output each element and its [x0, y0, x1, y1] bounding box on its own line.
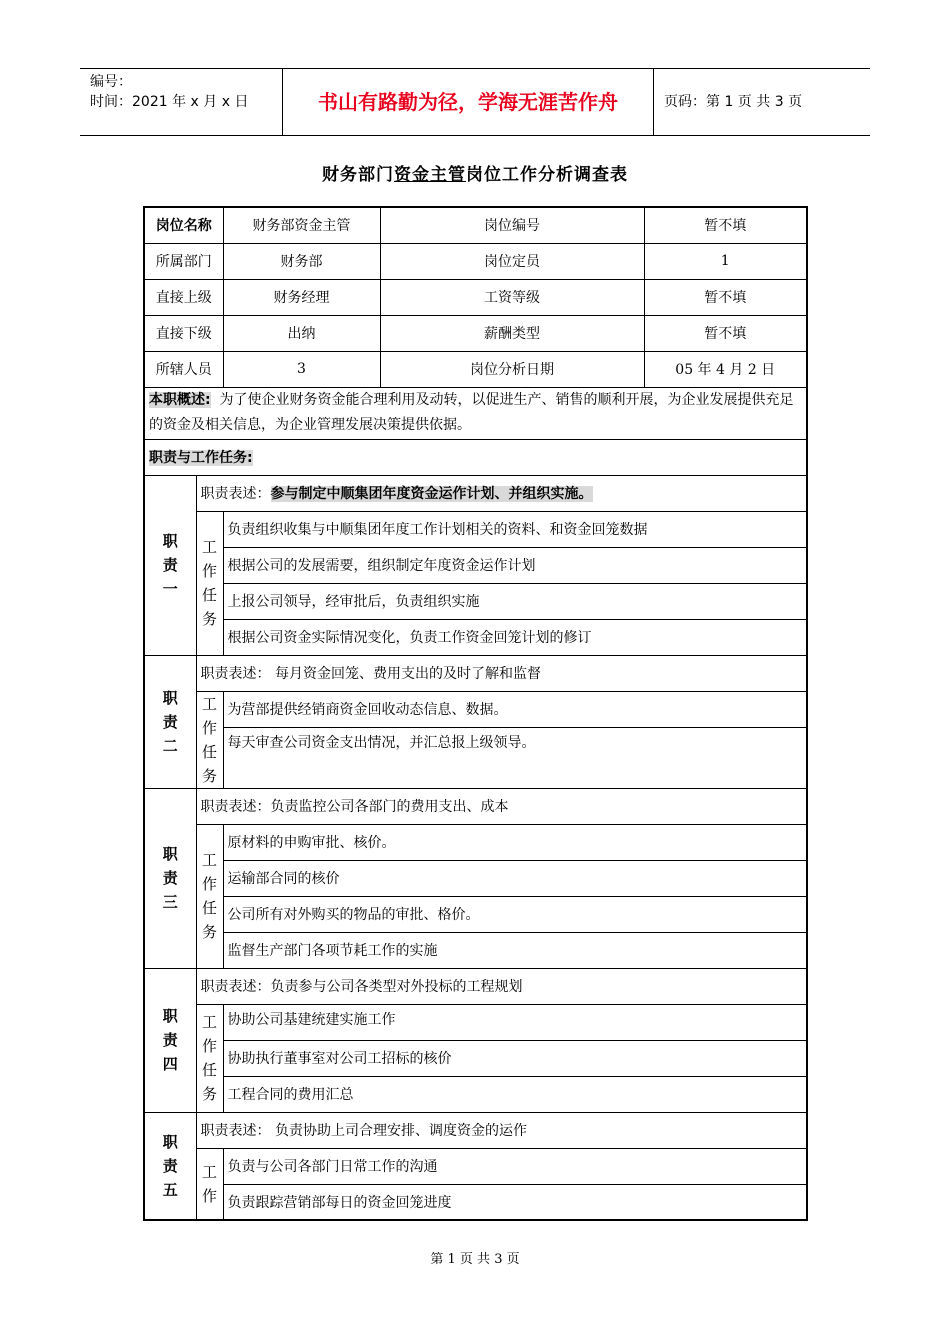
page-footer: 第 1 页 共 3 页 [430, 1252, 520, 1267]
duty-statement [196, 475, 807, 511]
statement-text: 参与制定中顺集团年度资金运作计划、并组织实施。 [270, 486, 593, 502]
work-task-label [196, 1004, 223, 1112]
info-row [144, 207, 807, 243]
info-label-2: 工资等级 [380, 279, 644, 315]
job-analysis-table [143, 206, 808, 1221]
work-task-label [196, 691, 223, 788]
task-text: 监督生产部门各项节耗工作的实施 [223, 932, 807, 968]
info-label: 所属部门 [144, 243, 223, 279]
duty-name [144, 968, 196, 1112]
task-row [144, 511, 807, 547]
task-text: 根据公司的发展需要，组织制定年度资金运作计划 [223, 547, 807, 583]
overview-cell [144, 387, 807, 439]
statement-text: 负责参与公司各类型对外投标的工程规划 [270, 979, 523, 995]
info-label-2: 岗位分析日期 [380, 351, 644, 387]
work-task-label-text: 工作任务 [202, 694, 218, 785]
info-row [144, 351, 807, 387]
duty-statement-row [144, 968, 807, 1004]
title-part-dept: 财务部门 [322, 165, 394, 185]
duty-statement [196, 788, 807, 824]
duties-heading: 职责与工作任务: [149, 450, 253, 466]
overview-text: 为了使企业财务资金能合理利用及动转，以促进生产、销售的顺利开展，为企业发展提供充足的资金及相关信息，为企业管理发展决策提供依据。 [149, 392, 794, 433]
task-text: 负责组织收集与中顺集团年度工作计划相关的资料、和资金回笼数据 [223, 511, 807, 547]
info-value-2: 暂不填 [644, 279, 807, 315]
work-task-label-text: 工作 [202, 1162, 218, 1205]
task-row [144, 1004, 807, 1040]
task-row [144, 860, 807, 896]
duty-name [144, 655, 196, 788]
task-text: 负责与公司各部门日常工作的沟通 [223, 1148, 807, 1184]
work-task-label [196, 824, 223, 968]
work-task-label [196, 1148, 223, 1220]
info-value-2: 1 [644, 243, 807, 279]
duty-statement-row [144, 1112, 807, 1148]
work-task-label [196, 511, 223, 655]
task-row [144, 583, 807, 619]
duty-statement-row [144, 475, 807, 511]
task-row [144, 727, 807, 788]
duties-heading-row [144, 439, 807, 475]
task-text: 负责跟踪营销部每日的资金回笼进度 [223, 1184, 807, 1220]
title-part-position: 资金主管 [394, 165, 466, 185]
info-label: 直接上级 [144, 279, 223, 315]
overview-row [144, 387, 807, 439]
info-label-2: 薪酬类型 [380, 315, 644, 351]
task-row [144, 1148, 807, 1184]
info-value-2: 暂不填 [644, 315, 807, 351]
statement-text: 负责协助上司合理安排、调度资金的运作 [270, 1123, 527, 1139]
duty-name [144, 788, 196, 968]
duties-heading-cell [144, 439, 807, 475]
task-row [144, 824, 807, 860]
statement-label: 职责表述： [200, 666, 271, 682]
task-text: 根据公司资金实际情况变化，负责工作资金回笼计划的修订 [223, 619, 807, 655]
statement-label: 职责表述： [200, 799, 271, 815]
info-value: 财务部资金主管 [223, 207, 380, 243]
statement-label: 职责表述： [200, 486, 271, 502]
info-value-2: 05 年 4 月 2 日 [644, 351, 807, 387]
task-text: 协助执行董事室对公司工招标的核价 [223, 1040, 807, 1076]
task-text: 公司所有对外购买的物品的审批、格价。 [223, 896, 807, 932]
duty-name-text: 职责二 [162, 688, 178, 755]
info-label: 所辖人员 [144, 351, 223, 387]
info-label-2: 岗位定员 [380, 243, 644, 279]
duty-name-text: 职责一 [162, 532, 178, 598]
info-value: 财务经理 [223, 279, 380, 315]
document-time: 时间：2021 年 x 月 x 日 [90, 94, 249, 110]
document-title [0, 160, 950, 185]
task-text: 上报公司领导，经审批后，负责组织实施 [223, 583, 807, 619]
task-row [144, 896, 807, 932]
title-part-form: 岗位工作分析调查表 [466, 165, 628, 185]
header-page-number: 页码：第 1 页 共 3 页 [664, 94, 803, 110]
duty-name [144, 475, 196, 655]
duty-name [144, 1112, 196, 1220]
header-meta [80, 69, 282, 135]
info-row [144, 315, 807, 351]
info-value-2: 暂不填 [644, 207, 807, 243]
info-row [144, 279, 807, 315]
page-header [80, 68, 870, 136]
work-task-label-text: 工作任务 [202, 851, 218, 941]
info-value: 财务部 [223, 243, 380, 279]
duty-statement-row [144, 788, 807, 824]
statement-label: 职责表述： [200, 979, 271, 995]
task-text: 工程合同的费用汇总 [223, 1076, 807, 1112]
duty-name-text: 职责三 [162, 845, 178, 911]
task-row [144, 932, 807, 968]
task-text: 每天审查公司资金支出情况，并汇总报上级领导。 [223, 727, 807, 788]
task-text: 原材料的申购审批、核价。 [223, 824, 807, 860]
statement-label: 职责表述： [200, 1123, 271, 1139]
statement-text: 负责监控公司各部门的费用支出、成本 [270, 799, 509, 815]
duty-statement [196, 968, 807, 1004]
duty-statement [196, 1112, 807, 1148]
info-label: 直接下级 [144, 315, 223, 351]
info-label-2: 岗位编号 [380, 207, 644, 243]
document-number-label: 编号： [90, 74, 132, 90]
duty-name-text: 职责四 [162, 1007, 178, 1073]
statement-text: 每月资金回笼、费用支出的及时了解和监督 [270, 666, 541, 682]
info-label: 岗位名称 [144, 207, 223, 243]
info-row [144, 243, 807, 279]
task-row [144, 547, 807, 583]
task-text: 为营部提供经销商资金回收动态信息、数据。 [223, 691, 807, 727]
task-row [144, 691, 807, 727]
task-text: 协助公司基建统建实施工作 [223, 1004, 807, 1040]
work-task-label-text: 工作任务 [202, 538, 218, 628]
duty-statement-row [144, 655, 807, 691]
info-value: 3 [223, 351, 380, 387]
task-row [144, 619, 807, 655]
overview-label: 本职概述: [149, 392, 211, 408]
task-row [144, 1184, 807, 1220]
header-motto: 书山有路勤为径，学海无涯苦作舟 [282, 69, 654, 135]
task-text: 运输部合同的核价 [223, 860, 807, 896]
work-task-label-text: 工作任务 [202, 1013, 218, 1103]
duty-statement [196, 655, 807, 691]
task-row [144, 1076, 807, 1112]
duty-name-text: 职责五 [162, 1132, 178, 1199]
task-row [144, 1040, 807, 1076]
info-value: 出纳 [223, 315, 380, 351]
